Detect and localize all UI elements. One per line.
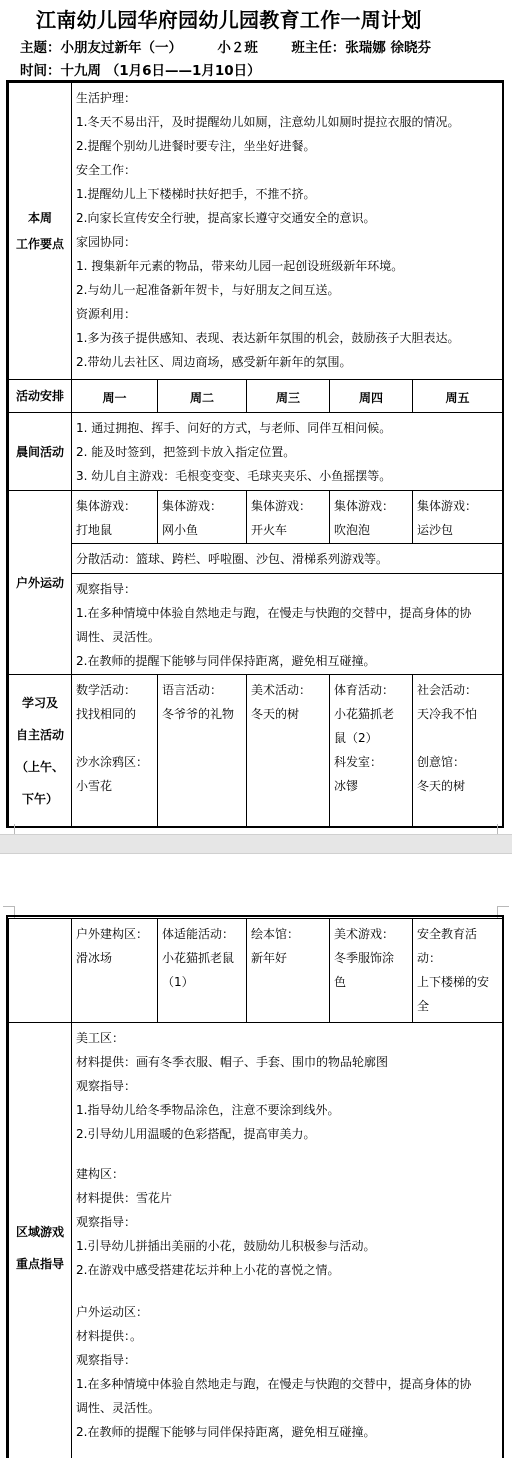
p2-thu: 美术游戏： 冬季服饰涂 色 xyxy=(330,919,413,1023)
page-separator xyxy=(0,834,512,854)
page-corner-mark xyxy=(497,906,509,918)
day-wed: 周三 xyxy=(247,380,330,413)
day-fri: 周五 xyxy=(413,380,503,413)
schedule-label: 活动安排 xyxy=(9,380,72,413)
p2-mon: 户外建构区： 滑冰场 xyxy=(72,919,158,1023)
page-corner-mark xyxy=(3,906,15,918)
p2-fri: 安全教育活 动： 上下楼梯的安 全 xyxy=(413,919,503,1023)
day-mon: 周一 xyxy=(72,380,158,413)
teacher-text: 班主任：张瑞娜 徐晓芬 xyxy=(291,40,432,56)
outdoor-observation: 观察指导： 1.在多种情境中体验自然地走与跑，在慢走与快跑的交替中，提高身体的协 调性、灵活性。 2.在教师的提醒下能够与同伴保持距离，避免相互碰撞。 xyxy=(72,574,503,675)
study-mon: 数学活动： 找找相同的 沙水涂鸦区： 小雪花 xyxy=(72,675,158,827)
study-wed: 美术活动： 冬天的树 xyxy=(247,675,330,827)
time-text: 时间：十九周 （1月6日——1月10日） xyxy=(20,63,261,79)
outdoor-game-wed: 集体游戏： 开火车 xyxy=(247,491,330,544)
morning-row xyxy=(9,413,503,491)
plan-meta-line-1 xyxy=(20,36,431,56)
study-fri: 社会活动： 天冷我不怕 创意馆： 冬天的树 xyxy=(413,675,503,827)
outdoor-obs-row xyxy=(9,574,503,675)
study-thu: 体育活动： 小花猫抓老 鼠（2） 科发室： 冰镠 xyxy=(330,675,413,827)
outdoor-scattered: 分散活动：篮球、跨栏、呼啦圈、沙包、滑梯系列游戏等。 xyxy=(72,544,503,574)
page-title: 江南幼儿园华府园幼儿园教育工作一周计划 xyxy=(36,8,422,32)
study-label: 学习及 自主活动 （上午、 下午） xyxy=(9,675,72,827)
class-text: 小２班 xyxy=(217,40,258,56)
outdoor-game-tue: 集体游戏： 网小鱼 xyxy=(158,491,247,544)
study-label-continued xyxy=(9,919,72,1023)
focus-row xyxy=(9,83,503,380)
area-content: 美工区： 材料提供：画有冬季衣服、帽子、手套、围巾的物品轮廓图 观察指导： 1.指导幼儿给冬季物品涂色，注意不要涂到线外。 2.引导幼儿用温暖的色彩搭配，提高审美力。 建构区： 材料提供：雪花片 观察指导： 1.引导幼儿拼插出美丽的小花，鼓励幼儿积极参与活动。 2.在游戏中感受搭建花坛并种上小花的喜悦之情。 户外运动区： 材料提供：。 观察指导： 1.在多种情境中体验自然地走与跑，在慢走与快跑的交替中，提高身体的协 调性、灵活性。 2.在教师的提醒下能够与同伴保持距离，避免相互碰撞。 xyxy=(72,1023,503,1458)
focus-content: 生活护理： 1.冬天不易出汗，及时提醒幼儿如厕，注意幼儿如厕时提拉衣服的情况。 2.提醒个别幼儿进餐时要专注，坐坐好进餐。 安全工作： 1.提醒幼儿上下楼梯时扶好把手，不推不挤。 2.向家长宣传安全行驶，提高家长遵守交通安全的意识。 家园协同： 1. 搜集新年元素的物品，带来幼儿园一起创设班级新年环境。 2.与幼儿一起准备新年贺卡，与好朋友之间互送。 资源利用： 1.多为孩子提供感知、表现、表达新年氛围的机会，鼓励孩子大胆表达。 2.带幼儿去社区、周边商场，感受新年新年的氛围。 xyxy=(72,83,503,380)
p2-wed: 绘本馆： 新年好 xyxy=(247,919,330,1023)
area-label: 区域游戏 重点指导 xyxy=(9,1023,72,1458)
study-row-continued xyxy=(9,919,503,1023)
outdoor-game-thu: 集体游戏： 吹泡泡 xyxy=(330,491,413,544)
area-row xyxy=(9,1023,503,1458)
theme-text: 主题：小朋友过新年（一） xyxy=(20,40,182,56)
study-row xyxy=(9,675,503,827)
schedule-row xyxy=(9,380,503,413)
morning-label: 晨间活动 xyxy=(9,413,72,491)
plan-table-page-1 xyxy=(8,82,503,827)
outdoor-game-fri: 集体游戏： 运沙包 xyxy=(413,491,503,544)
outdoor-label: 户外运动 xyxy=(9,491,72,675)
outdoor-scattered-row xyxy=(9,544,503,574)
outdoor-games-row xyxy=(9,491,503,544)
plan-table-page-2 xyxy=(8,918,503,1458)
p2-tue: 体适能活动： 小花猫抓老鼠 （1） xyxy=(158,919,247,1023)
study-tue: 语言活动： 冬爷爷的礼物 xyxy=(158,675,247,827)
day-tue: 周二 xyxy=(158,380,247,413)
morning-content: 1. 通过拥抱、挥手、问好的方式，与老师、同伴互相问候。 2. 能及时签到，把签到卡放入指定位置。 3. 幼儿自主游戏：毛根变变变、毛球夹夹乐、小鱼摇摆等。 xyxy=(72,413,503,491)
focus-label: 本周 工作要点 xyxy=(9,83,72,380)
day-thu: 周四 xyxy=(330,380,413,413)
outdoor-game-mon: 集体游戏： 打地鼠 xyxy=(72,491,158,544)
